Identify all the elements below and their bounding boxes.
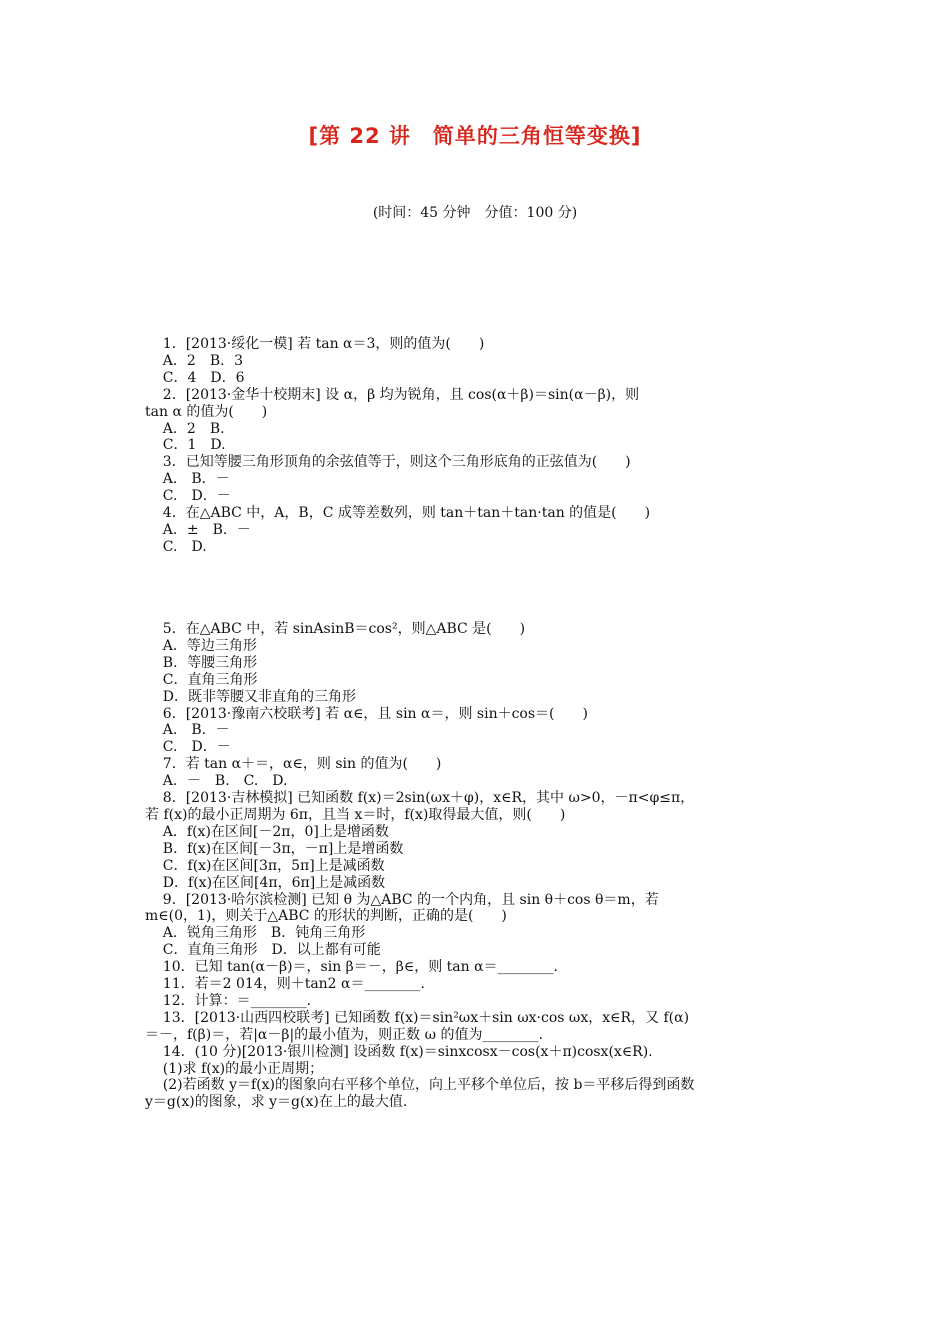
question-line: 4．在△ABC 中，A，B，C 成等差数列，则 tan＋tan＋tan·tan 的值是( ) bbox=[145, 505, 651, 522]
questions-part-1 bbox=[145, 336, 810, 556]
question-line: 14．(10 分)[2013·银川检测] 设函数 f(x)＝sinxcosx－cos(x＋π)cosx(x∈R). bbox=[145, 1043, 653, 1060]
question-line: A．2 B．3 bbox=[145, 352, 244, 369]
question-line: 13．[2013·山西四校联考] 已知函数 f(x)＝sin²ωx＋sin ωx·cos ωx，x∈R，又 f(α) bbox=[145, 1009, 690, 1026]
question-line: B．等腰三角形 bbox=[145, 654, 258, 671]
question-line: ＝－，f(β)＝，若|α－β|的最小值为，则正数 ω 的值为________. bbox=[145, 1026, 543, 1043]
question-line: D．f(x)在区间[4π，6π]上是减函数 bbox=[145, 874, 386, 891]
question-line: C. D．－ bbox=[145, 739, 231, 756]
question-line: B．f(x)在区间[－3π，－π]上是增函数 bbox=[145, 840, 404, 857]
question-line: 7．若 tan α＋＝，α∈，则 sin 的值为( ) bbox=[145, 756, 442, 773]
question-line: 12．计算：＝________. bbox=[145, 992, 312, 1009]
question-line: A. B．－ bbox=[145, 471, 230, 488]
question-line: 9．[2013·哈尔滨检测] 已知 θ 为△ABC 的一个内角，且 sin θ＋cos θ＝m，若 bbox=[145, 891, 659, 908]
question-line: A．锐角三角形 B．钝角三角形 bbox=[145, 925, 366, 942]
question-line: C. D. bbox=[145, 538, 207, 555]
question-line: A．－ B. C. D. bbox=[145, 773, 288, 790]
question-line: 6．[2013·豫南六校联考] 若 α∈，且 sin α＝，则 sin＋cos＝( ) bbox=[145, 705, 588, 722]
question-line: A．f(x)在区间[－2π，0]上是增函数 bbox=[145, 823, 389, 840]
question-line: tan α 的值为( ) bbox=[145, 403, 268, 420]
question-line: D．既非等腰又非直角的三角形 bbox=[145, 688, 357, 705]
question-line: C．直角三角形 bbox=[145, 671, 258, 688]
question-line: C．1 D. bbox=[145, 437, 226, 454]
questions-part-2 bbox=[145, 621, 810, 1111]
question-line: 11．若＝2 014，则＋tan2 α＝________. bbox=[145, 976, 425, 993]
question-line: C．直角三角形 D．以上都有可能 bbox=[145, 942, 381, 959]
question-line: (2)若函数 y＝f(x)的图象向右平移个单位，向上平移个单位后，按 b＝平移后得到函数 bbox=[145, 1077, 695, 1094]
question-line: 1．[2013·绥化一模] 若 tan α＝3，则的值为( ) bbox=[145, 336, 485, 352]
question-line: 2．[2013·金华十校期末] 设 α，β 均为锐角，且 cos(α＋β)＝sin(α－β)，则 bbox=[145, 386, 640, 403]
question-line: A．等边三角形 bbox=[145, 637, 257, 654]
question-line: C．4 D．6 bbox=[145, 369, 245, 386]
question-line: C. D．－ bbox=[145, 488, 231, 505]
exam-info: (时间：45 分钟 分值：100 分) bbox=[372, 205, 578, 221]
page-title: [第 22 讲 简单的三角恒等变换] bbox=[308, 124, 642, 148]
question-line: m∈(0，1)，则关于△ABC 的形状的判断，正确的是( ) bbox=[145, 908, 507, 925]
question-line: 若 f(x)的最小正周期为 6π，且当 x＝时，f(x)取得最大值，则( ) bbox=[145, 806, 566, 823]
question-line: 5．在△ABC 中，若 sinAsinB＝cos²，则△ABC 是( ) bbox=[145, 621, 526, 637]
question-line: 10．已知 tan(α－β)＝，sin β＝－，β∈，则 tan α＝________. bbox=[145, 959, 558, 976]
question-line: A. B．－ bbox=[145, 722, 230, 739]
question-line: A．2 B. bbox=[145, 420, 225, 437]
question-line: C．f(x)在区间[3π，5π]上是减函数 bbox=[145, 857, 385, 874]
question-line: A．± B．－ bbox=[145, 521, 251, 538]
question-line: 8．[2013·吉林模拟] 已知函数 f(x)＝2sin(ωx＋φ)，x∈R，其中 ω>0，－π<φ≤π， bbox=[145, 790, 695, 807]
question-line: y＝g(x)的图象，求 y＝g(x)在上的最大值. bbox=[145, 1094, 408, 1111]
question-line: 3．已知等腰三角形顶角的余弦值等于，则这个三角形底角的正弦值为( ) bbox=[145, 454, 631, 471]
question-line: (1)求 f(x)的最小正周期； bbox=[145, 1060, 324, 1077]
